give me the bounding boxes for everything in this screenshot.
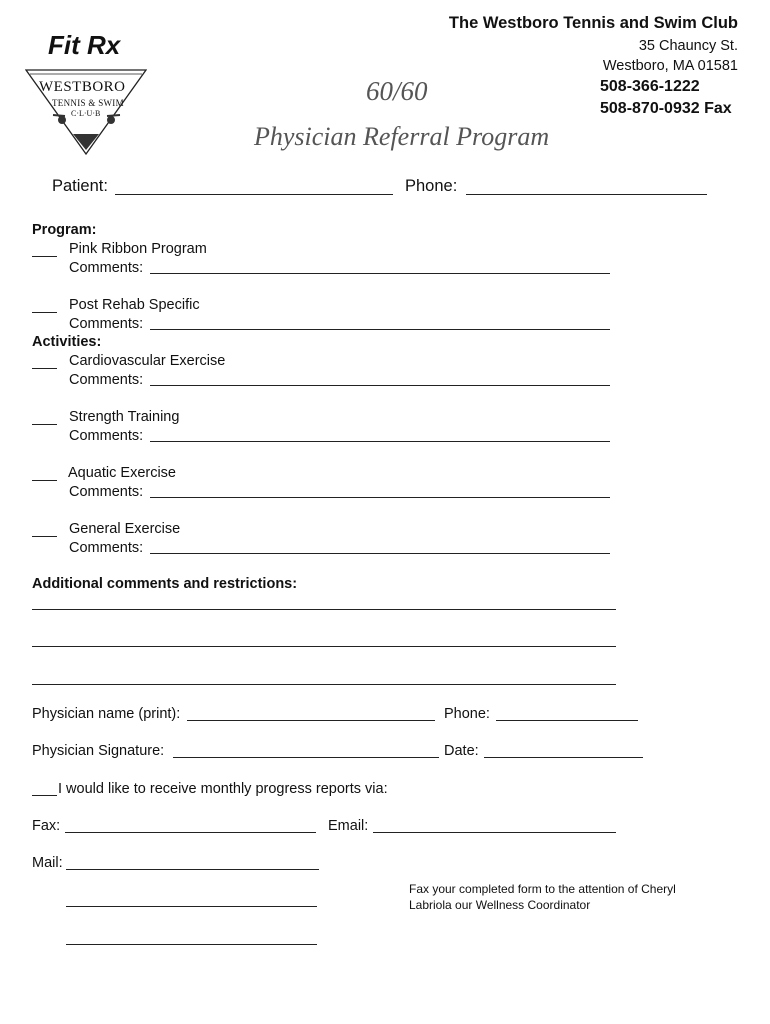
- club-logo: [25, 66, 147, 158]
- comments-label: Comments:: [69, 484, 144, 500]
- comments-label: Comments:: [69, 316, 144, 332]
- general-checkbox[interactable]: [32, 536, 57, 537]
- strength-label: Strength Training: [69, 409, 180, 425]
- general-comments-field[interactable]: [150, 553, 610, 554]
- post-rehab-checkbox[interactable]: [32, 312, 57, 313]
- program-title: Physician Referral Program: [254, 122, 550, 151]
- physician-signature-label: Physician Signature:: [32, 743, 165, 759]
- post-rehab-comments-field[interactable]: [150, 329, 610, 330]
- fax-label: Fax:: [32, 818, 61, 834]
- physician-name-label: Physician name (print):: [32, 706, 181, 722]
- strength-checkbox[interactable]: [32, 424, 57, 425]
- additional-comments-line-3[interactable]: [32, 684, 616, 685]
- physician-signature-field[interactable]: [173, 757, 439, 758]
- club-name: The Westboro Tennis and Swim Club: [448, 14, 738, 32]
- logo-text-tennis-swim: TENNIS & SWIM: [52, 98, 124, 108]
- mail-field-line-1[interactable]: [66, 869, 319, 870]
- fax-note-line-2: Labriola our Wellness Coordinator: [409, 898, 591, 912]
- score-text: 60/60: [366, 76, 428, 106]
- aquatic-comments-field[interactable]: [150, 497, 610, 498]
- program-heading: Program:: [32, 222, 97, 238]
- additional-comments-line-1[interactable]: [32, 609, 616, 610]
- cardio-comments-field[interactable]: [150, 385, 610, 386]
- comments-label: Comments:: [69, 428, 144, 444]
- mail-field-line-2[interactable]: [66, 906, 317, 907]
- progress-reports-text: I would like to receive monthly progress reports via:: [58, 781, 388, 797]
- aquatic-checkbox[interactable]: [32, 480, 57, 481]
- comments-label: Comments:: [69, 372, 144, 388]
- patient-label: Patient:: [52, 177, 108, 195]
- aquatic-label: Aquatic Exercise: [68, 465, 176, 481]
- pink-ribbon-label: Pink Ribbon Program: [69, 241, 207, 257]
- email-label: Email:: [328, 818, 369, 834]
- pink-ribbon-comments-field[interactable]: [150, 273, 610, 274]
- comments-label: Comments:: [69, 260, 144, 276]
- club-address-street: 35 Chauncy St.: [638, 38, 738, 54]
- activities-heading: Activities:: [32, 334, 102, 350]
- pink-ribbon-checkbox[interactable]: [32, 256, 57, 257]
- comments-label: Comments:: [69, 540, 144, 556]
- patient-field[interactable]: [115, 194, 393, 195]
- mail-field-line-3[interactable]: [66, 944, 317, 945]
- post-rehab-label: Post Rehab Specific: [69, 297, 200, 313]
- additional-comments-line-2[interactable]: [32, 646, 616, 647]
- cardio-checkbox[interactable]: [32, 368, 57, 369]
- date-label: Date:: [444, 743, 479, 759]
- date-field[interactable]: [484, 757, 643, 758]
- patient-phone-field[interactable]: [466, 194, 707, 195]
- logo-text-westboro: WESTBORO: [39, 79, 126, 95]
- general-label: General Exercise: [69, 521, 181, 537]
- cardio-label: Cardiovascular Exercise: [69, 353, 226, 369]
- physician-phone-label: Phone:: [444, 706, 490, 722]
- fit-rx-title: Fit Rx: [48, 30, 121, 60]
- logo-text-club: C·L·U·B: [71, 109, 101, 118]
- mail-label: Mail:: [32, 855, 63, 871]
- progress-reports-checkbox[interactable]: [32, 795, 57, 796]
- physician-name-field[interactable]: [187, 720, 435, 721]
- fax-note-line-1: Fax your completed form to the attention of Cheryl: [409, 882, 676, 896]
- club-phone: 508-366-1222: [600, 78, 700, 95]
- additional-comments-heading: Additional comments and restrictions:: [32, 576, 298, 592]
- strength-comments-field[interactable]: [150, 441, 610, 442]
- email-field[interactable]: [373, 832, 616, 833]
- patient-phone-label: Phone:: [405, 177, 458, 195]
- physician-phone-field[interactable]: [496, 720, 638, 721]
- fax-field[interactable]: [65, 832, 316, 833]
- club-fax: 508-870-0932 Fax: [600, 100, 732, 117]
- club-address-city: Westboro, MA 01581: [602, 58, 738, 74]
